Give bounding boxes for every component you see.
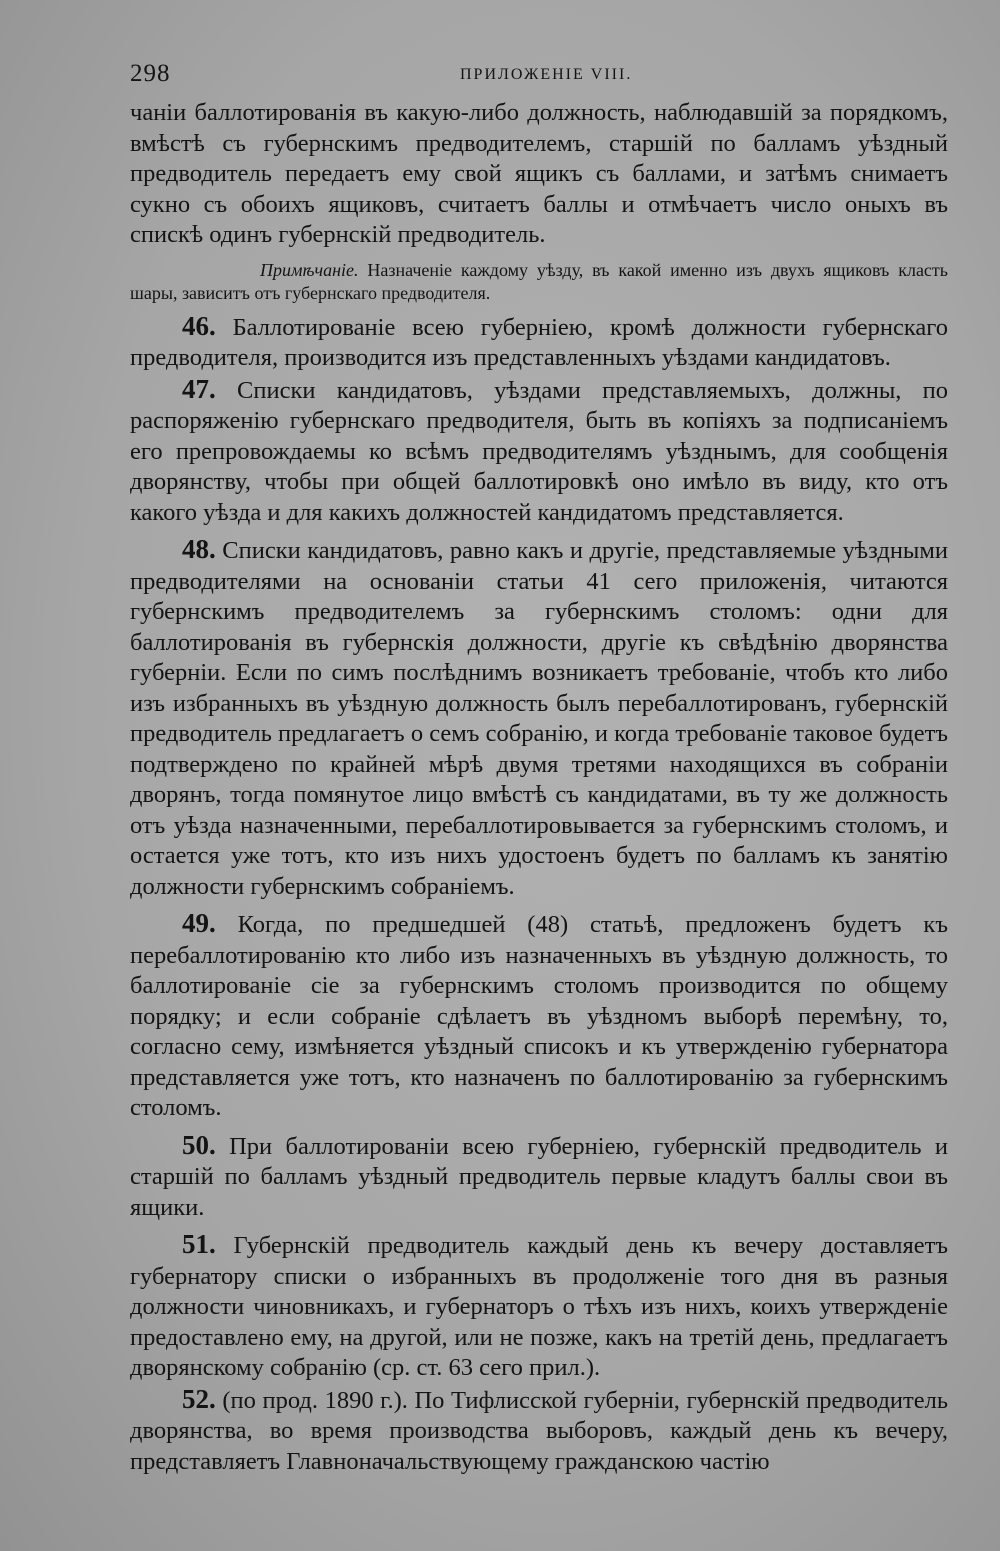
article-text: Списки кандидатовъ, уѣздами представляемыхъ, должны, по распоряженію губернскаго предводителя, быть въ копіяхъ за подписаніемъ его препровождаемы ко всѣмъ предводителямъ уѣзднымъ, для сообщенія дворянству, чтобы при общей баллотировкѣ оно имѣло въ виду, кто отъ какого уѣзда и для какихъ должностей кандидатомъ представляется.: [130, 376, 949, 526]
article-text: (по прод. 1890 г.). По Тифлисской губерніи, губернскій предводитель дворянства, во время производства выборовъ, каждый день къ вечеру, представляетъ Главноначальствующему гражданскою частію: [130, 1386, 948, 1475]
page-number: 298: [130, 60, 171, 87]
note-paragraph: [130, 259, 948, 305]
article-46: [130, 311, 948, 374]
article-text: Губернскій предводитель каждый день къ вечеру доставляетъ губернатору списки о избранныхъ въ продолженіе того дня въ разныя должности чиновникахъ, и губернаторъ о тѣхъ изъ нихъ, коихъ утвержденіе предоставлено ему, на другой, или не позже, какъ на третій день, предлагаетъ дворянскому собранію (ср. ст. 63 сего прил.).: [130, 1232, 949, 1381]
page-header: [130, 60, 945, 96]
note-text: Назначеніе каждому уѣзду, въ какой именно изъ двухъ ящиковъ класть шары, зависитъ отъ губернскаго предводителя.: [130, 259, 948, 303]
paragraph-continuation: [130, 98, 948, 251]
article-50: [130, 1130, 948, 1224]
running-head: ПРИЛОЖЕНІЕ VIII.: [460, 66, 633, 83]
article-number: 48.: [182, 534, 216, 564]
article-text: При баллотированіи всею губерніею, губернскій предводитель и старшій по балламъ уѣздный предводитель первые кладутъ баллы свои въ ящики.: [130, 1132, 948, 1221]
article-text: Списки кандидатовъ, равно какъ и другіе, представляемые уѣздными предводителями на основаніи статьи 41 сего приложенія, читаются губернскимъ предводителемъ за губернскимъ столомъ: одни для баллотированія въ губернскія должности, другіе къ свѣдѣнію дворянства губерніи. Если по симъ послѣднимъ возникаетъ требованіе, чтобъ кто либо изъ избранныхъ въ уѣздную должность былъ перебаллотированъ, губернскій предводитель предлагаетъ о семъ собранію, и когда требованіе таковое будетъ подтверждено по крайней мѣрѣ двумя третями находящихся въ собраніи дворянъ, тогда помянутое лицо вмѣстѣ съ кандидатами, въ ту же должность отъ уѣзда назначенными, перебаллотировывается за губернскимъ столомъ, и остается уже тотъ, кто изъ нихъ удостоенъ будетъ по балламъ къ занятію должности губернскимъ собраніемъ.: [130, 537, 949, 900]
paragraph-text: чаніи баллотированія въ какую-либо должность, наблюдавшій за порядкомъ, вмѣстѣ съ губернскимъ предводителемъ, старшій по балламъ уѣздный предводитель передаетъ ему свой ящикъ съ баллами, и затѣмъ снимаетъ сукно съ обоихъ ящиковъ, считаетъ баллы и отмѣчаетъ число оныхъ въ спискѣ одинъ губернскій предводитель.: [130, 99, 948, 248]
page-body: [130, 98, 948, 1477]
article-number: 51.: [182, 1229, 216, 1259]
article-47: [130, 374, 948, 529]
note-label: Примѣчаніе.: [260, 259, 359, 280]
article-number: 50.: [182, 1129, 216, 1160]
article-48: [130, 534, 948, 902]
article-number: 52.: [182, 1383, 216, 1414]
article-52: [130, 1384, 948, 1478]
article-51: [130, 1229, 948, 1384]
article-text: Баллотированіе всею губерніею, кромѣ должности губернскаго предводителя, производится изъ представленныхъ уѣздами кандидатовъ.: [130, 313, 948, 371]
article-text: Когда, по предшедшей (48) статьѣ, предложенъ будетъ къ перебаллотированію кто либо изъ назначенныхъ въ уѣздную должность, то баллотированіе сіе за губернскимъ столомъ производится по общему порядку; и если собраніе сдѣлаетъ въ уѣздномъ выборѣ перемѣну, то, согласно сему, измѣняется уѣздный списокъ и къ утвержденію губернатора представляется уже тотъ, кто назначенъ по баллотированію за губернскимъ столомъ.: [130, 911, 948, 1121]
article-49: [130, 908, 948, 1124]
article-number: 46.: [182, 310, 216, 341]
article-number: 49.: [182, 908, 216, 938]
article-number: 47.: [182, 373, 216, 404]
